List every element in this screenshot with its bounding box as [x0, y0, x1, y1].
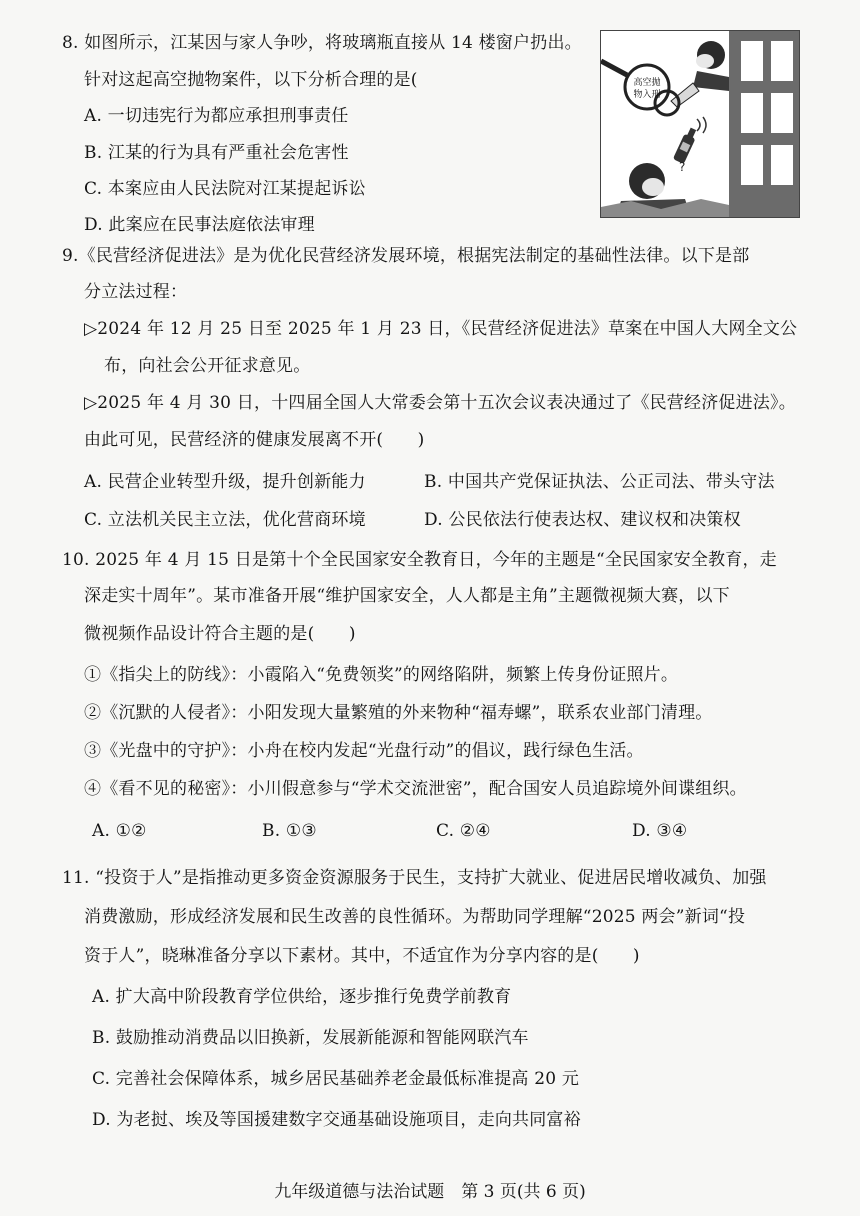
q10-item-4: ④《看不见的秘密》：小川假意参与“学术交流泄密”，配合国安人员追踪境外间谍组织。: [84, 779, 747, 799]
q9-stem-line1: 9.《民营经济促进法》是为优化民营经济发展环境，根据宪法制定的基础性法律。以下是部: [62, 246, 750, 266]
q10-item-1: ①《指尖上的防线》：小霞陷入“免费领奖”的网络陷阱，频繁上传身份证照片。: [84, 665, 679, 685]
q11-stem-line3: 资于人”，晓琳准备分享以下素材。其中，不适宜作为分享内容的是( ): [84, 946, 640, 966]
q11-option-b: B. 鼓励推动消费品以旧换新，发展新能源和智能网联汽车: [92, 1028, 529, 1048]
q10-option-c: C. ②④: [436, 821, 491, 841]
svg-text:?: ?: [679, 160, 686, 174]
q9-item2-line1: ▷2025 年 4 月 30 日，十四届全国人大常委会第十五次会议表决通过了《民营经济促进法》。: [84, 393, 796, 413]
high-altitude-throwing-cartoon: [600, 30, 800, 218]
q9-item1-line1: ▷2024 年 12 月 25 日至 2025 年 1 月 23 日，《民营经济促进法》草案在中国人大网全文公: [84, 319, 798, 339]
q11-option-d: D. 为老挝、埃及等国援建数字交通基础设施项目，走向共同富裕: [92, 1110, 581, 1130]
q10-stem-line2: 深走实十周年”。某市准备开展“维护国家安全，人人都是主角”主题微视频大赛，以下: [84, 586, 730, 606]
q11-stem-line1: 11. “投资于人”是指推动更多资金资源服务于民生，支持扩大就业、促进居民增收减负、加强: [62, 868, 767, 888]
q10-item-2: ②《沉默的人侵者》：小阳发现大量繁殖的外来物种“福寿螺”，联系农业部门清理。: [84, 703, 713, 723]
q9-item1-line2: 布，向社会公开征求意见。: [104, 356, 311, 376]
page-footer: 九年级道德与法治试题 第 3 页(共 6 页): [274, 1182, 586, 1202]
cartoon-label-line1: 高空抛: [633, 78, 661, 88]
q8-option-b: B. 江某的行为具有严重社会危害性: [84, 143, 349, 163]
q9-option-d: D. 公民依法行使表达权、建议权和决策权: [424, 510, 741, 530]
q8-option-d: D. 此案应在民事法庭依法审理: [84, 215, 315, 235]
q8-option-c: C. 本案应由人民法院对江某提起诉讼: [84, 179, 366, 199]
q9-option-a: A. 民营企业转型升级，提升创新能力: [84, 472, 366, 492]
q8-stem-line1: 8. 如图所示，江某因与家人争吵，将玻璃瓶直接从 14 楼窗户扔出。: [62, 33, 582, 53]
q10-option-d: D. ③④: [632, 821, 688, 841]
q9-stem-line2: 分立法过程：: [84, 282, 188, 302]
q10-stem-line1: 10. 2025 年 4 月 15 日是第十个全民国家安全教育日，今年的主题是“全民国家安全教育，走: [62, 550, 777, 570]
q10-option-a: A. ①②: [92, 821, 147, 841]
q10-stem-line3: 微视频作品设计符合主题的是( ): [84, 624, 356, 644]
q10-option-b: B. ①③: [262, 821, 317, 841]
cartoon-label-line2: 物入刑: [633, 90, 661, 100]
cartoon-drawing: [601, 31, 799, 217]
q9-stem-line3: 由此可见，民营经济的健康发展离不开( ): [84, 430, 425, 450]
q8-stem-line2: 针对这起高空抛物案件，以下分析合理的是(: [84, 70, 418, 90]
q9-option-b: B. 中国共产党保证执法、公正司法、带头守法: [424, 472, 775, 492]
q10-item-3: ③《光盘中的守护》：小舟在校内发起“光盘行动”的倡议，践行绿色生活。: [84, 741, 644, 761]
q9-option-c: C. 立法机关民主立法，优化营商环境: [84, 510, 366, 530]
q8-option-a: A. 一切违宪行为都应承担刑事责任: [84, 106, 349, 126]
q11-option-c: C. 完善社会保障体系，城乡居民基础养老金最低标准提高 20 元: [92, 1069, 580, 1089]
q11-stem-line2: 消费激励，形成经济发展和民生改善的良性循环。为帮助同学理解“2025 两会”新词“投: [84, 907, 746, 927]
q11-option-a: A. 扩大高中阶段教育学位供给，逐步推行免费学前教育: [92, 987, 512, 1007]
